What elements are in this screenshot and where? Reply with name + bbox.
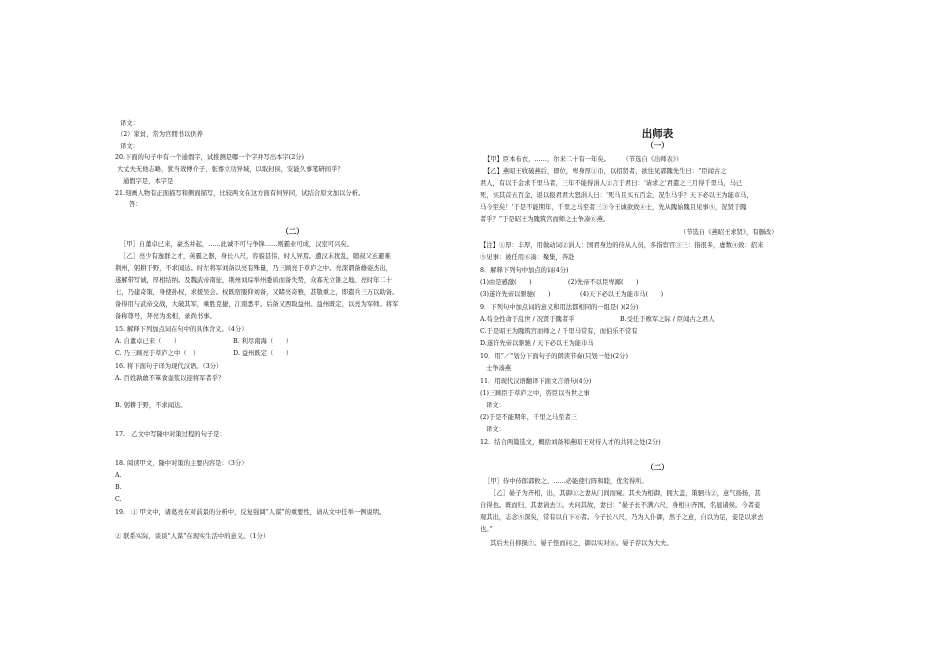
- footnote: ⑤见事：被任用⑥凑：聚集，奔赴: [480, 254, 575, 261]
- option: C.: [115, 496, 122, 503]
- passage-yi: 【乙】燕昭王收破燕后，即位，卑身厚①币，以招贤者，欲往见郭隗先生曰：“臣闻古之: [484, 168, 727, 175]
- option: D. 益州既定（ ）: [233, 350, 293, 357]
- option: D.遂许先帝以驱驰 / 天下必以王为能市马: [480, 340, 594, 347]
- translation-label: 译文：: [120, 143, 139, 150]
- document-title: 出师表: [641, 128, 674, 140]
- passage-yi: 备得用与武帝交战，大破其军，乘胜克捷，江南悉平。后备又西取益州。益州既定，以亮为军师。将军: [115, 301, 399, 308]
- question-11: 11．用现代汉语翻译下面文言语句(4分): [480, 378, 592, 385]
- option: B.: [115, 484, 122, 491]
- passage-yi: 七，乃建奇策，身使孙权，求援吴会。权既宿服仰刘备，又睹亮奇雅，甚敬重之，即遣兵三万以助备。: [115, 289, 399, 296]
- question-19: 19. ① 甲文中，诸葛亮在对前景的分析中，反复强调“人谋”的重要性，请从文中任举一例说明。: [115, 509, 386, 516]
- translation-label: 译文：: [486, 402, 505, 409]
- option: (2)先帝不以臣卑鄙( ): [568, 279, 639, 286]
- passage-yi: ［乙］亮少有逸群之才，英霸之器，身长八尺，容貌甚伟，时人异焉。遭汉末扰乱，随叔父玄避难: [120, 253, 391, 260]
- passage-jia: ［甲］自董卓已来，豪杰并起，……此诚不可与争锋……则霸业可成，汉室可兴矣。: [120, 241, 353, 248]
- question-10: 10．用“／”划分下面句子的朗读节奏(只划一处)(2分): [480, 353, 628, 360]
- passage-yi: 观其出，志念⑤深矣，常有以自下⑥者。今子长八尺，乃为人仆御，然子之意，自以为足，妾是以求去: [480, 514, 764, 521]
- option: (3)遂许先帝以驱驰( ): [480, 291, 551, 298]
- option: C. 乃三顾亮于草庐之中（ ）: [115, 350, 200, 357]
- passage-yi: 也。”: [480, 526, 493, 533]
- question-line: 通假字是，本字是: [123, 178, 174, 185]
- question-8: 8．解释下列句中加点的词(4分): [480, 267, 569, 274]
- option: B. 利尽南海（ ）: [233, 338, 293, 345]
- passage-yi: 其后夫自抑损⑦。晏子怪而问之，御以实对⑧。晏子荐以为大夫。: [490, 540, 673, 547]
- footnote: 【注】①厚：丰厚，用做动词②涓人：国君身边的侍从人员，多指宦官③三：指很多，虚数④致：招来: [480, 242, 764, 249]
- option: A.苟全性命于乱世 / 况贤于隗者乎: [480, 316, 575, 323]
- option: B.受任于败军之际 / 臣闻古之君人: [620, 316, 715, 323]
- question-line: 大丈夫无他志略，犹当效傅介子、张骞立功异域，以取封侯，安能久事笔研间乎？: [117, 166, 344, 173]
- option: A.: [115, 472, 122, 479]
- passage-yi: 自得也。既而归，其妻请去③。夫问其故，妻曰：“晏子长不满六尺，身相④齐国，名显诸侯。今者妾: [480, 502, 761, 509]
- question-15: 15. 解释下列加点词在句中的具体含义。（4分）: [115, 326, 248, 333]
- passage-yi: 君人，有以千金求千里马者，三年不能得涓人②言于君曰：‘请求之’君遣之三月得千里马，马已: [480, 180, 743, 187]
- passage-yi: 荆州，躬耕于野，不求闻达。时左将军刘备以亮有殊量，乃三顾亮于草庐之中。亮深谓备雄姿杰出，: [115, 265, 393, 272]
- question-18: 18. 阅读甲文，隆中对策的主要内容是：（3分）: [115, 460, 248, 467]
- passage-yi: 者乎？”于是昭王为隗筑宫而师之士争凑⑥燕。: [480, 216, 610, 223]
- option: C.于是昭王为隗筑宫而师之 / 千里马常有，而伯乐不常有: [480, 328, 638, 335]
- translation-label: 译文：: [120, 120, 139, 127]
- question-line: (1)三顾臣于草庐之中，咨臣以当世之事: [480, 390, 590, 397]
- source-note: （节选自《燕昭王求贤》，有删改）: [680, 229, 778, 236]
- question-12: 12．结合两篇选文，概括刘备和燕昭王对待人才的共同之处(2分): [480, 439, 661, 446]
- answer-label: 答：: [129, 201, 142, 208]
- option: A. 百姓孰敢不箪食壶浆以迎将军者乎？: [115, 375, 225, 382]
- question-17: 17. 乙文中写隆中对策过程的句子是：: [115, 431, 226, 438]
- section-heading: （二）: [281, 227, 304, 236]
- option: (1)由是感激( ): [480, 279, 532, 286]
- question-line: （2）家贫，常为官佣书以供养: [117, 131, 203, 138]
- question-20: 20.下面的句子中有一个通假字，试推测是哪一个字并写出本字(2分): [115, 154, 304, 161]
- passage-yi: ［乙］晏子为齐相，出，其御①之妻从门间而窥。其夫为相御，拥大盖，策驷马②，意气扬扬，甚: [490, 490, 761, 497]
- question-21: 21.刻画人物有正面描写和侧面描写，比较两文在这方面有何异同，试结合原文加以分析。: [115, 190, 365, 197]
- option: (4)天下必以王为能市马( ): [580, 291, 664, 298]
- question-line: (2)于是不能期年，千里之马至者三: [480, 414, 578, 421]
- passage-jia: ［甲］侍中侍郎郭攸之、……必能使行阵和睦，优劣得所。: [484, 478, 648, 485]
- passage-yi: 备称尊号，拜亮为丞相，录尚书事。: [115, 313, 216, 320]
- passage-jia: 【甲】臣本布衣，……，尔来二十有一年矣。 （节选自《出师表》）: [484, 156, 683, 163]
- section-heading: （一）: [646, 141, 669, 150]
- section-heading: （二）: [646, 463, 669, 472]
- passage-yi: 死，买其首五百金，返以报君君大怒涓人曰：‘死马且买五百金，况生马乎？天下必以王为能市马，: [480, 192, 753, 199]
- passage-yi: 遂解带写诚，厚相结纳。及魏武帝南征，荆州刘琮举州委质而备失势，众寡无立锥之地。亮时年二十: [115, 277, 393, 284]
- translation-label: 译文：: [486, 426, 505, 433]
- option: B. 躬耕于野，不求闻达。: [115, 402, 187, 409]
- question-line: 士争凑燕: [486, 365, 512, 372]
- question-16: 16. 将下面句子译为现代汉语。（3分）: [115, 363, 223, 370]
- passage-yi: 马今至矣！’于是不能期年，千里之马至者三③今王诚欲致④士，先从隗始隗且见事⑤，况贤于隗: [480, 204, 747, 211]
- question-19-part2: ② 联系实际，谈谈“人谋”在现实生活中的意义。（1分）: [115, 533, 270, 540]
- question-9: 9．下列句中加点词的意义和用法都相同的一组是( )(2分): [480, 304, 639, 311]
- option: A. 自董卓已来（ ）: [115, 338, 181, 345]
